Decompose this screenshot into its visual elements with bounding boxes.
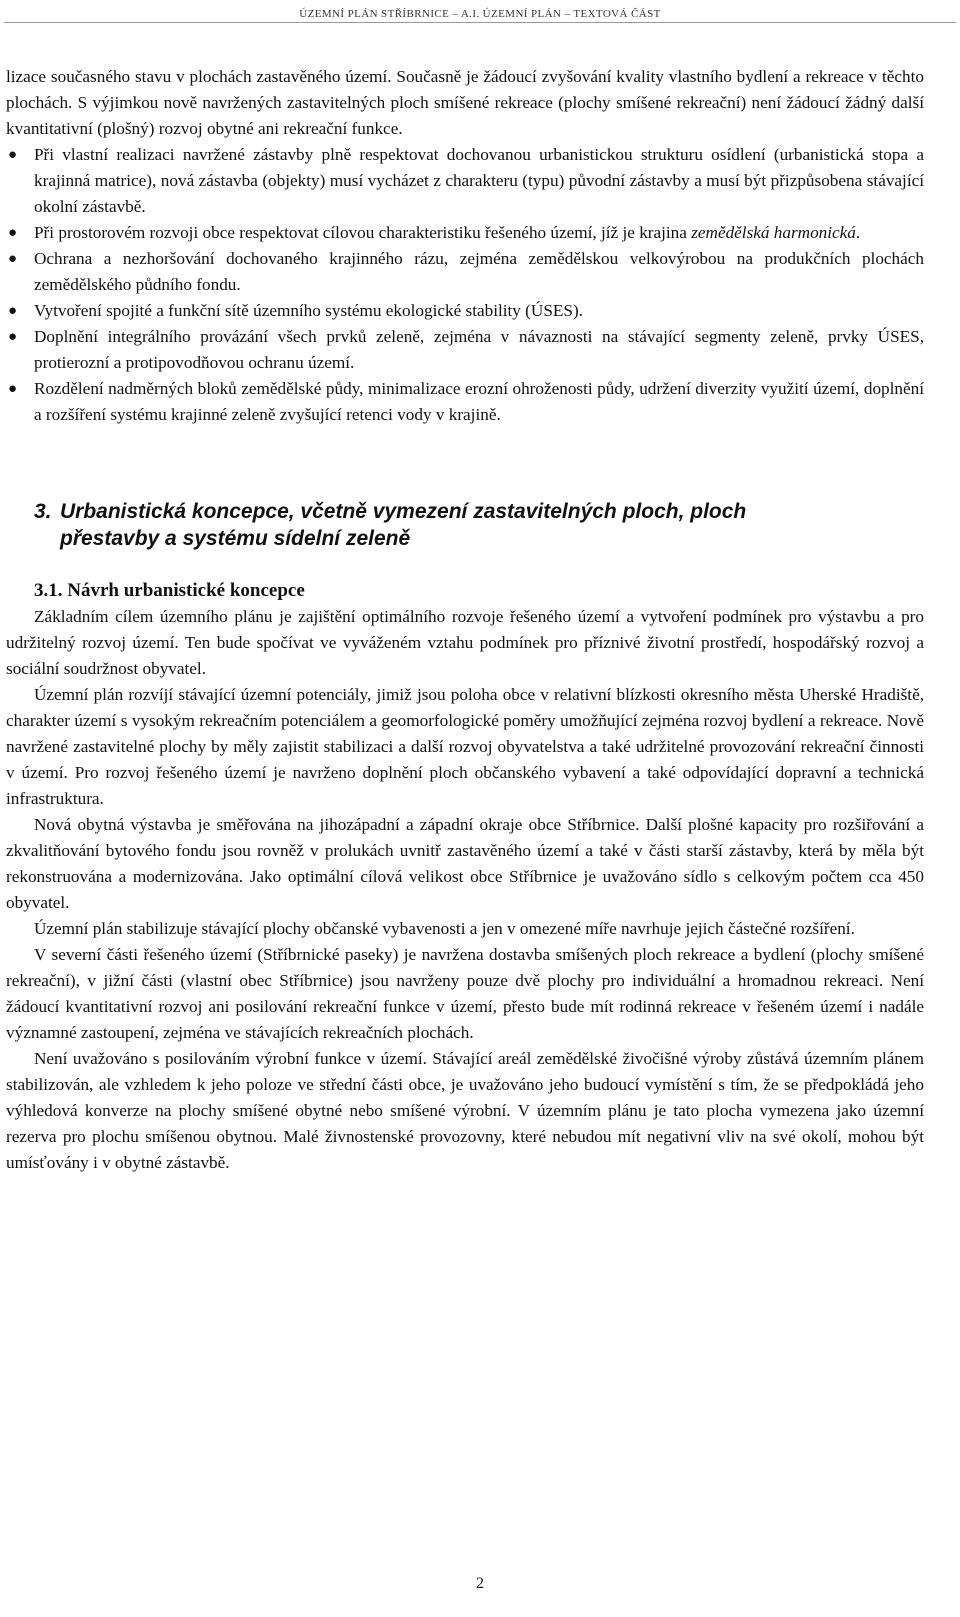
list-item [6,220,924,246]
section-heading [6,498,924,552]
list-item [6,324,924,376]
bullet-list [6,142,924,428]
bullet-icon: ● [8,251,18,267]
section-title-line1: Urbanistická koncepce, včetně vymezení zastavitelných ploch, ploch [60,500,747,523]
list-item [6,376,924,428]
paragraph: Není uvažováno s posilováním výrobní funkce v území. Stávající areál zemědělské živočišné výroby zůstává územním plánem stabilizován, ale vzhledem k jeho poloze ve střední části obce, je uvažováno jeho budoucí vymístění s tím, že se předpokládá jeho výhledová konverze na plochy smíšené obytné nebo smíšené výrobní. V územním plánu je tato plocha vymezena jako územní rezerva pro plochu smíšenou obytnou. Malé živnostenské provozovny, které nebudou mít negativní vliv na své okolí, mohou být umísťovány i v obytné zástavbě. [6,1049,924,1172]
header-divider [4,22,956,23]
subsection-heading: 3.1. Návrh urbanistické koncepce [34,580,305,601]
list-item [6,142,924,220]
paragraph: Územní plán rozvíjí stávající územní potenciály, jimiž jsou poloha obce v relativní blízkosti okresního města Uherské Hradiště, charakter území s vysokým rekreačním potenciálem a geomorfologické poměry umožňující zejména rozvoj bydlení a rekreace. Nově navržené zastavitelné plochy by měly zajistit stabilizaci a další rozvoj obyvatelstva a také udržitelné provozování rekreační činnosti v území. Pro rozvoj řešeného území je navrženo doplnění ploch občanského vybavení a také odpovídající dopravní a technická infrastruktura. [6,685,924,808]
list-item [6,298,924,324]
page-number: 2 [476,1575,484,1592]
list-item-text: Ochrana a nezhoršování dochovaného krajinného rázu, zejména zemědělskou velkovýrobou na produkčních plochách zemědělského půdního fondu. [34,249,924,294]
page-content [6,64,924,1176]
list-item-text: Při vlastní realizaci navržené zástavby plně respektovat dochovanou urbanistickou strukturu osídlení (urbanistická stopa a krajinná matrice), nová zástavba (objekty) musí vycházet z charakteru (typu) původní zástavby a musí být přizpůsobena stávající okolní zástavbě. [34,145,924,216]
intro-paragraph: lizace současného stavu v plochách zastavěného území. Současně je žádoucí zvyšování kvality vlastního bydlení a rekreace v těchto plochách. S výjimkou nově navržených zastavitelných ploch smíšené rekreace (plochy smíšené rekreační) není žádoucí žádný další kvantitativní (plošný) rozvoj obytné ani rekreační funkce. [6,67,924,138]
paragraph: Nová obytná výstavba je směřována na jihozápadní a západní okraje obce Stříbrnice. Další plošné kapacity pro rozšiřování a zkvalitňování bytového fondu jsou rovněž v prolukách uvnitř zastavěného území a také v části starší zástavby, která by měla být rekonstruována a modernizována. Jako optimální cílová velikost obce Stříbrnice je uvažováno sídlo s celkovým počtem cca 450 obyvatel. [6,815,924,912]
list-item-text: Rozdělení nadměrných bloků zemědělské půdy, minimalizace erozní ohroženosti půdy, udržení diverzity využití území, doplnění a rozšíření systému krajinné zeleně zvyšující retenci vody v krajině. [34,379,924,424]
paragraph: Územní plán stabilizuje stávající plochy občanské vybavenosti a jen v omezené míře navrhuje jejich částečné rozšíření. [34,919,855,938]
bullet-icon: ● [8,381,18,397]
running-header: ÚZEMNÍ PLÁN STŘÍBRNICE – A.I. ÚZEMNÍ PLÁN – TEXTOVÁ ČÁST [299,8,661,20]
bullet-icon: ● [8,303,18,319]
list-item-text: Doplnění integrálního provázání všech prvků zeleně, zejména v návaznosti na stávající segmenty zeleně, prvky ÚSES, protierozní a protipovodňovou ochranu území. [34,327,924,372]
section-number: 3. [34,500,52,523]
paragraph: V severní části řešeného území (Stříbrnické paseky) je navržena dostavba smíšených ploch rekreace a bydlení (plochy smíšené rekreační), v jižní části (vlastní obec Stříbrnice) jsou navrženy pouze dvě plochy pro individuální a hromadnou rekreaci. Není žádoucí kvantitativní rozvoj ani posilování rekreační funkce v území, přesto bude mít rodinná rekreace v řešeném území i nadále významné zastoupení, zejména ve stávajících rekreačních plochách. [6,945,924,1042]
list-item-end: . [855,223,861,242]
bullet-icon: ● [8,147,18,163]
bullet-icon: ● [8,329,18,345]
section-title-line2: přestavby a systému sídelní zeleně [60,527,411,550]
list-item-emphasis: zemědělská harmonická [691,223,856,242]
paragraph: Základním cílem územního plánu je zajištění optimálního rozvoje řešeného území a vytvoření podmínek pro výstavbu a pro udržitelný rozvoj území. Ten bude spočívat ve vyváženém vztahu podmínek pro příznivé životní prostředí, hospodářský rozvoj a sociální soudržnost obyvatel. [6,607,924,678]
list-item-text: Při prostorovém rozvoji obce respektovat cílovou charakteristiku řešeného území, jíž je krajina [34,223,692,242]
list-item [6,246,924,298]
list-item-text: Vytvoření spojité a funkční sítě územního systému ekologické stability (ÚSES). [34,301,583,320]
bullet-icon: ● [8,225,18,241]
